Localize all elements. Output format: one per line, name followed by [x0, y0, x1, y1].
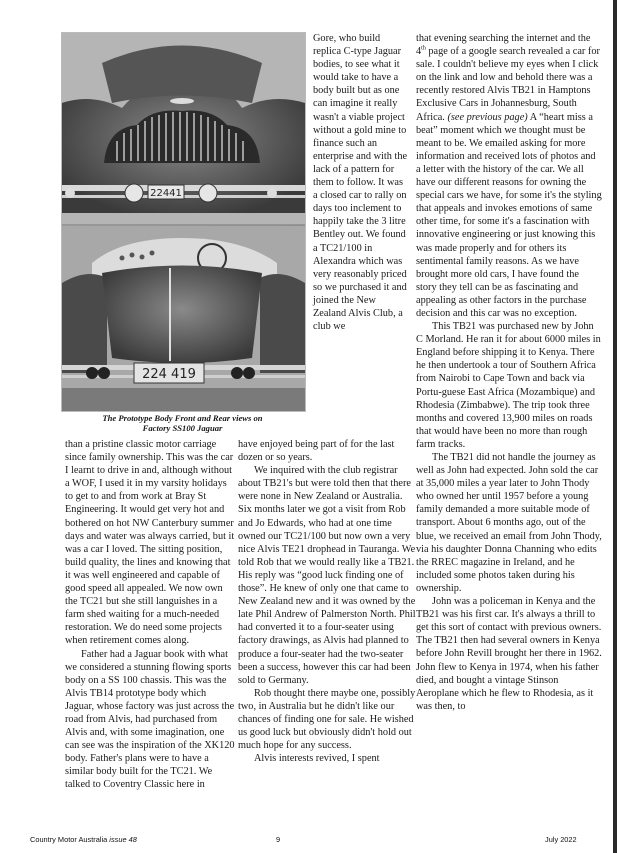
paragraph: [416, 32, 602, 320]
column-beside-photo: [313, 32, 408, 333]
text-run: page of a google search revealed a car for sale. I couldn't believe my eyes when I click on the link and low and behold there was a recently restored Alvis TB21 in Hamptons Exclusive Cars in Johannesburg, South Africa.: [416, 46, 600, 123]
paragraph: have enjoyed being part of for the last dozen or so years.: [238, 439, 395, 464]
column-middle: [238, 438, 416, 765]
paragraph: This TB21 was purchased new by John C Morland. He ran it for about 6000 miles in England before shipping it to Kenya. There he then undertook a tour of Southern Africa from Nairobi to Cape Town and back via Portu-guese East Africa (Mozambique) and Rhodesia (Zimbabwe). The trip took three months and covered 13,900 miles on roads that would have been no more than rough farm tracks.: [416, 321, 601, 450]
paragraph: We inquired with the club registrar about TB21's but were told then that there were none in New Zealand or Australia. Six months later we got a visit from Rob and Jo Edwards, who had at one time owned our TC21/100 but now own a very nice Alvis TE21 drophead in Tauranga. We told Rob that we would really like a TB21. His reply was “good luck finding one of those”. He knew of only one that came to New Zealand new and it was owned by the late Phil Andrew of Palmerston North. Phil had converted it to a four-seater using factory drawings, as Alvis had planned to produce a four-seater had the two-seater been a success, however this car had been sold to Germany.: [238, 465, 416, 686]
publication-name: Country Motor Australia: [30, 835, 108, 844]
footer-publication: [30, 835, 137, 844]
column-left: [65, 438, 235, 792]
figure-caption: [61, 413, 304, 433]
paragraph: John was a policeman in Kenya and the TB21 was his first car. It's always a thrill to get this sort of contact with previous owners. The TB21 then had several owners in Kenya before John Revill brought her there in 1962. John flew to Kenya in 1974, when his father died, and bought a vintage Stinson Aeroplane which he flew to Rhodesia, as it was then, to: [416, 596, 602, 712]
page-edge: [613, 0, 617, 853]
jaguar-prototype-image: [62, 33, 305, 411]
issue-number: issue 48: [109, 835, 137, 844]
caption-line-2: Factory SS100 Jaguar: [142, 423, 223, 433]
text-run: A “heart miss a beat” moment which we thought must be meant to be. We emailed asking for more information and received lots of photos and a letter with the history of the car. We all have our different reasons for owning the special cars we have, for some it's the styling that appeals and invokes emotions of same other time, for some it's a fascination with innovative engineering or just knowing this was made properly and for others its sentimental family reasons. As we have brought more old cars, I have found the story they tell can be as fascinating and appealing as other factors in the purchase decision and this car was no exception.: [416, 111, 602, 319]
paragraph: Gore, who build replica C-type Jaguar bodies, to see what it would take to have a body built but as one can imagine it really wasn't a viable project without a gold mine to finance such an enterprise and with the lack of a pattern for them to follow. It was a closed car to rally on days too inclement to happily take the 3 litre Bentley out. We found a TC21/100 in Alexandra which was very reasonably priced so we purchased it and joined the New Zealand Alvis Club, a club we: [313, 33, 408, 333]
car-photo: [61, 32, 306, 412]
superscript: th: [421, 45, 426, 52]
paragraph: Alvis interests revived, I spent: [254, 753, 380, 765]
footer-date: July 2022: [545, 835, 577, 844]
paragraph: than a pristine classic motor carriage since family ownership. This was the car I learnt to drive in and, although without a WOF, I used it in my varsity holidays to get to and from work at Bray St Engineering. It would get very hot and bothered on hot NW Canterbury summer days and water was always carried, but it was a car I loved. The sitting position, build quality, the lines and knowing that it was well engineered and capable of good speed all appealed. We now own the TC21 but she still languishes in a farm shed waiting for a much-needed restoration. We do need some projects when retirement comes along.: [65, 439, 235, 647]
caption-line-1: The Prototype Body Front and Rear views on: [102, 413, 263, 423]
front-plate: 22441: [150, 188, 182, 199]
text-run: that evening searching the internet and the 4: [416, 33, 591, 58]
paragraph: Rob thought there maybe one, possibly two, in Australia but he didn't like our chances of finding one for sale. He wished us good luck but obviously didn't hold out much hope for any success.: [238, 687, 416, 752]
cross-reference: (see previous page): [447, 111, 528, 123]
paragraph: Father had a Jaguar book with what we considered a stunning flowing sports body on a SS 100 chassis. This was the Alvis TB14 prototype body which Jaguar, whose factory was just across the road from Alvis, had purchased from Alvis and, with some imagination, one can see was the inspiration of the XK120 body. Father's plans were to have a similar body built for the TC21. We talked to Coventry Classic here in: [65, 648, 235, 791]
page-number: 9: [276, 835, 281, 844]
column-right: [416, 32, 602, 713]
paragraph: The TB21 did not handle the journey as well as John had expected. John sold the car at 35,000 miles a year later to John Thody who owned her until 1957 before a young family demanded a more suitable mode of transport. About 6 months ago, out of the blue, we received an email from John Thody, via his daughter Donna Channing who edits the RREC magazine in Ireland, and he included some photos taken during his ownership.: [416, 452, 602, 594]
rear-plate: 224 419: [142, 367, 196, 382]
